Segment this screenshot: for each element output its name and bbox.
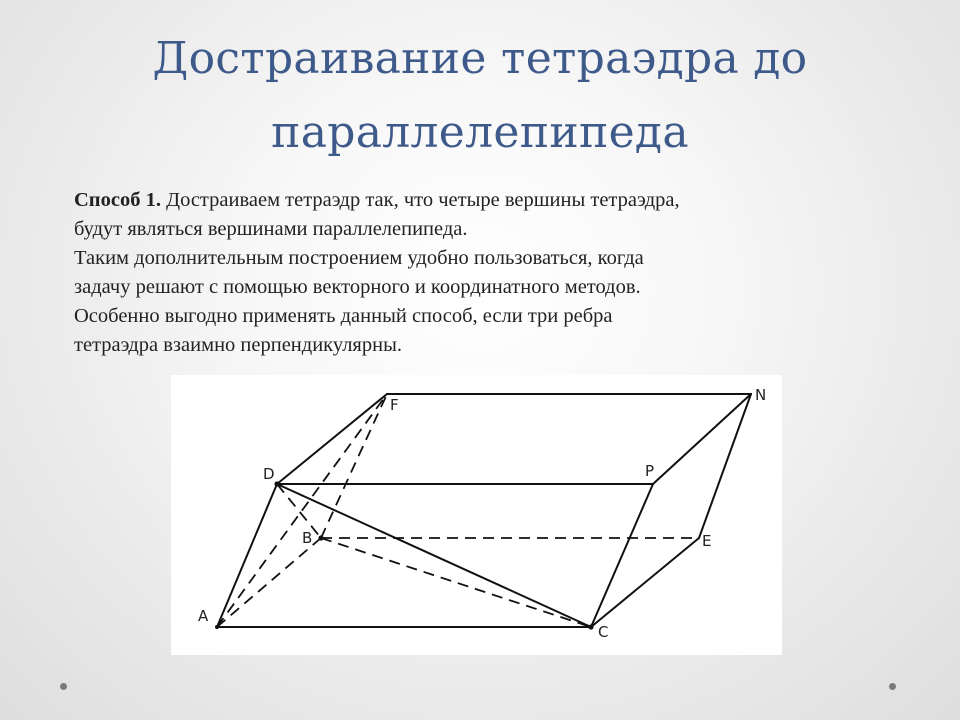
edge-c-e bbox=[591, 538, 699, 627]
text-line-5: Особенно выгодно применять данный способ, если три ребра bbox=[74, 305, 613, 327]
parallelepiped-figure bbox=[171, 375, 782, 655]
left-corner-dot bbox=[60, 683, 67, 690]
hidden-edge-a-f bbox=[217, 394, 387, 627]
hidden-edge-b-f bbox=[321, 394, 387, 538]
parallelepiped-diagram bbox=[171, 375, 782, 655]
slide-title-line-1: Достраивание тетраэдра до bbox=[152, 33, 808, 84]
vertex-d bbox=[274, 481, 279, 486]
slide-title bbox=[40, 22, 920, 170]
vertex-b bbox=[318, 535, 323, 540]
vertex-c bbox=[588, 624, 593, 629]
edge-c-p bbox=[591, 484, 653, 627]
text-line-1 bbox=[74, 186, 894, 215]
label-d: D bbox=[263, 465, 275, 483]
hidden-edge-b-c bbox=[321, 538, 591, 627]
hidden-edge-a-b bbox=[217, 538, 321, 627]
edge-a-d bbox=[217, 484, 277, 627]
label-n: N bbox=[755, 386, 767, 404]
vertex-a bbox=[215, 625, 219, 629]
method-description bbox=[74, 186, 894, 360]
text-line-3: Таким дополнительным построением удобно пользоваться, когда bbox=[74, 247, 644, 269]
label-c: C bbox=[598, 623, 609, 641]
text-line-2: будут являться вершинами параллелепипеда. bbox=[74, 218, 468, 240]
slide-title-line-2: параллелепипеда bbox=[271, 107, 689, 158]
label-p: P bbox=[645, 462, 655, 480]
edge-n-e bbox=[699, 394, 751, 538]
text-line-6: тетраэдра взаимно перпендикулярны. bbox=[74, 334, 402, 356]
edge-d-f bbox=[277, 394, 387, 484]
label-b: B bbox=[302, 529, 313, 547]
text-line-1-rest: Достраиваем тетраэдр так, что четыре вершины тетраэдра, bbox=[160, 189, 680, 211]
method-label: Способ 1. bbox=[74, 189, 161, 211]
label-e: E bbox=[702, 532, 712, 550]
edge-p-n bbox=[653, 394, 751, 484]
label-a: A bbox=[198, 607, 209, 625]
label-f: F bbox=[390, 396, 399, 414]
text-line-4: задачу решают с помощью векторного и координатного методов. bbox=[74, 276, 641, 298]
edge-d-c bbox=[277, 484, 591, 627]
right-corner-dot bbox=[889, 683, 896, 690]
